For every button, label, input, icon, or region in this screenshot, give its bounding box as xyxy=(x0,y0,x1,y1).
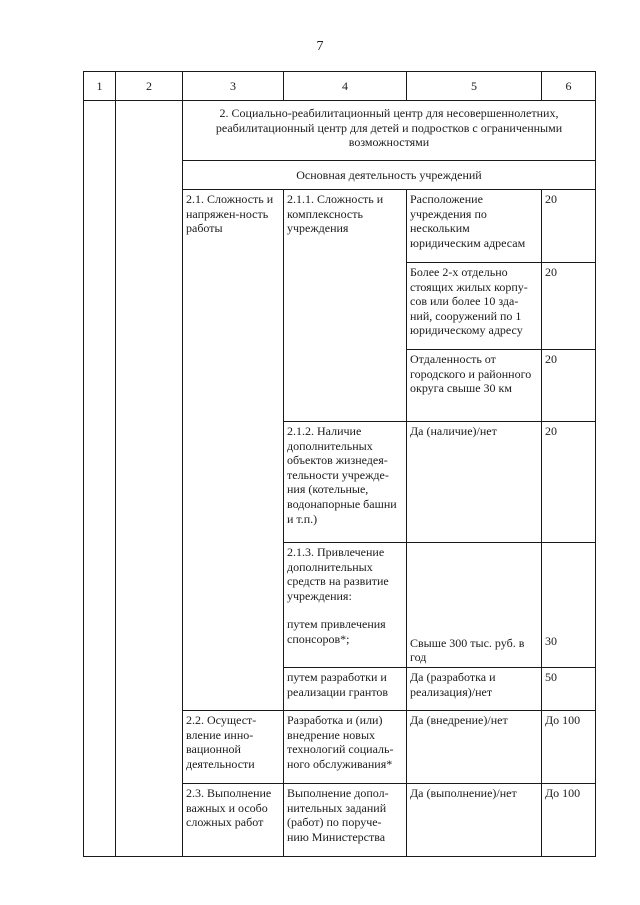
score-cell: 50 xyxy=(542,668,596,711)
score-cell: 30 xyxy=(542,543,596,668)
col-number-2: 2 xyxy=(116,72,183,101)
criterion-2-2: 2.2. Осущест-вление инно-вационной деятельности xyxy=(183,711,284,784)
indicator-2-1-3 xyxy=(284,543,407,668)
condition-cell: Да (выполнение)/нет xyxy=(407,784,542,857)
col-number-6: 6 xyxy=(542,72,596,101)
condition-cell: Да (разработка и реализация)/нет xyxy=(407,668,542,711)
condition-cell: Более 2-х отдельно стоящих жилых корпу-сов или более 10 зда-ний, сооружений по 1 юридическому адресу xyxy=(407,263,542,350)
col-number-5: 5 xyxy=(407,72,542,101)
sub-indicator: путем привлечения спонсоров*; xyxy=(287,617,386,646)
col-number-3: 3 xyxy=(183,72,284,101)
score-cell: 20 xyxy=(542,190,596,263)
empty-col-2 xyxy=(116,101,183,857)
condition-cell: Расположение учреждения по нескольким юридическим адресам xyxy=(407,190,542,263)
page-number: 7 xyxy=(316,39,324,54)
condition-cell: Отдаленность от городского и районного округа свыше 30 км xyxy=(407,350,542,422)
col-number-4: 4 xyxy=(284,72,407,101)
indicator-2-1-3-title: 2.1.3. Привлечение дополнительных средств на развитие учреждения: xyxy=(287,545,389,603)
column-number-row xyxy=(84,72,596,101)
score-cell: 20 xyxy=(542,263,596,350)
score-cell: 20 xyxy=(542,422,596,543)
indicator-2-1-1: 2.1.1. Сложность и комплексность учреждения xyxy=(284,190,407,422)
score-cell: 20 xyxy=(542,350,596,422)
score-cell: До 100 xyxy=(542,711,596,784)
condition-cell: Да (наличие)/нет xyxy=(407,422,542,543)
condition-cell: Да (внедрение)/нет xyxy=(407,711,542,784)
sub-indicator: путем разработки и реализации грантов xyxy=(284,668,407,711)
indicator-cell: Выполнение допол-нительных заданий (работ) по поруче-нию Министерства xyxy=(284,784,407,857)
spacer xyxy=(287,603,403,617)
section-row xyxy=(84,101,596,161)
indicator-cell: Разработка и (или) внедрение новых технологий социаль-ного обслуживания* xyxy=(284,711,407,784)
criterion-2-3: 2.3. Выполнение важных и особо сложных работ xyxy=(183,784,284,857)
section-title: 2. Социально-реабилитационный центр для несовершеннолетних, реабилитационный центр для детей и подростков с ограниченными возможностями xyxy=(183,101,596,161)
empty-col-1 xyxy=(84,101,116,857)
subsection-title: Основная деятельность учреждений xyxy=(183,161,596,190)
indicator-2-1-2: 2.1.2. Наличие дополнительных объектов жизнедея-тельности учрежде-ния (котельные, водонапорные башни и т.п.) xyxy=(284,422,407,543)
col-number-1: 1 xyxy=(84,72,116,101)
condition-cell: Свыше 300 тыс. руб. в год xyxy=(407,543,542,668)
criteria-table xyxy=(83,71,596,857)
criterion-2-1: 2.1. Сложность и напряжен-ность работы xyxy=(183,190,284,711)
score-cell: До 100 xyxy=(542,784,596,857)
